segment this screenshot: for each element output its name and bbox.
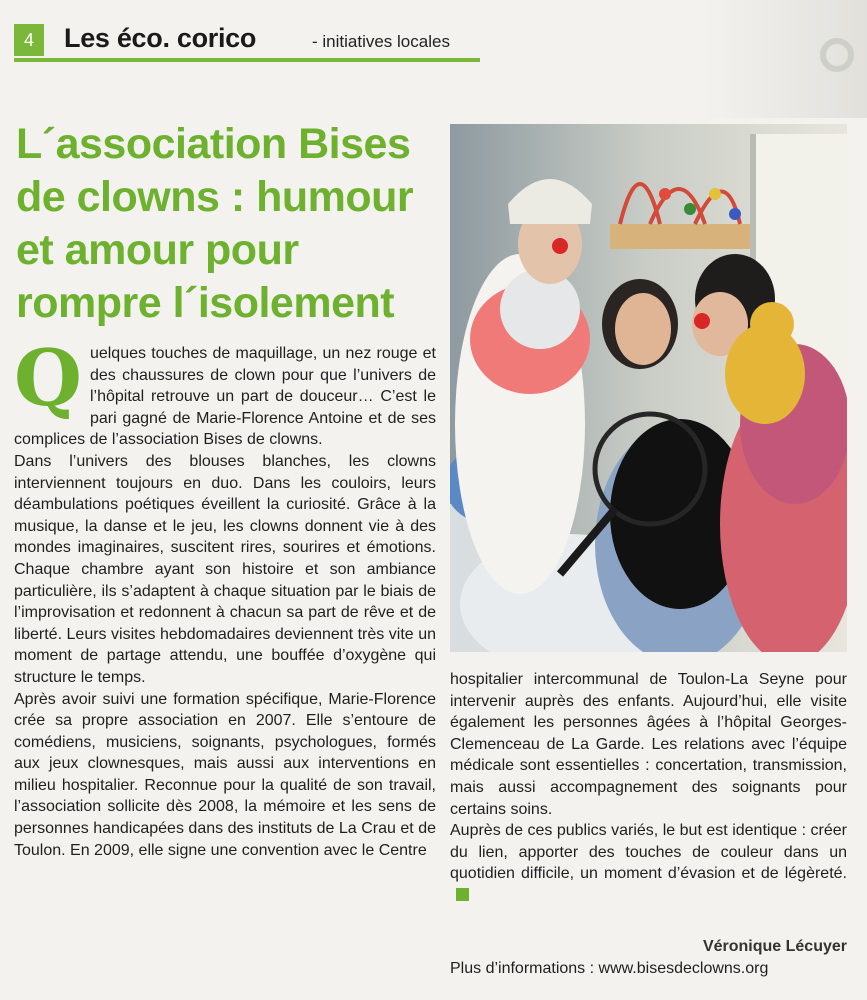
section-subtitle: - initiatives locales <box>312 32 450 51</box>
intro-text: uelques touches de maquillage, un nez rouge et des chaussures de clown pour que l’univers de l’hôpital retrouve un part de douceur… C’est le pari gagné de Marie-Florence Antoine et de ses complices de l’association Bises de clowns. <box>14 345 436 449</box>
body-paragraph: Dans l’univers des blouses blanches, les clowns interviennent toujours en duo. Dans les couloirs, leurs déambulations poétiques éveillent la curiosité. Grâce à la musique, la danse et le jeu, les clowns donnent vie à des mondes imaginaires, suscitent rires, sourires et émotions. Chaque chambre ayant son histoire et son ambiance particulière, ils s’adaptent à chaque situation par le biais de l’improvisation et redonnent à chacun sa part de rêve et de liberté. Leurs visites hebdomadaires deviennent très vite un moment de partage attendu, une bouffée d’oxygène qui structure le temps. <box>14 452 436 686</box>
more-info-line: Plus d’informations : www.bisesdeclowns.org <box>450 960 769 977</box>
intro-paragraph <box>14 333 436 451</box>
end-of-article-mark <box>456 888 469 901</box>
headline-line: L´association Bises <box>16 120 411 168</box>
drop-cap: Q <box>14 333 82 424</box>
article-headline <box>16 118 436 330</box>
facing-page-ring-mark <box>820 38 854 72</box>
article-column-left <box>14 333 436 861</box>
page-header <box>14 24 484 62</box>
body-paragraph: hospitalier intercommunal de Toulon-La Seyne pour intervenir auprès des enfants. Aujourd’hui, elle visite également les personnes âgées à l’hôpital Georges-Clemenceau de La Garde. Les relations avec l’équipe médicale sont essentielles : concertation, transmission, mais aussi accompagnement des soignants pour certains soins. <box>450 671 847 818</box>
clowns-photo-illustration <box>450 124 847 652</box>
section-title: Les éco. corico <box>64 23 257 53</box>
body-paragraph: Après avoir suivi une formation spécifique, Marie-Florence crée sa propre association en 2007. Elle s’entoure de comédiens, musiciens, soignants, psychologues, formés aux jeux clownesques, mais aussi aux interventions en milieu hospitalier. Reconnue pour la qualité de son travail, l’association sollicite dès 2008, la mémoire et les sens de personnes handicapées dans des instituts de La Crau et de Toulon. En 2009, elle signe une convention avec le Centre <box>14 690 436 859</box>
page-number: 4 <box>14 24 44 56</box>
headline-line: de clowns : humour <box>16 173 414 221</box>
article-column-right <box>450 669 847 907</box>
headline-line: et amour pour <box>16 226 299 274</box>
article-photo <box>450 124 847 652</box>
closing-text: Auprès de ces publics variés, le but est identique : créer du lien, apporter des touches de couleur dans un quotidien difficile, un moment d’évasion et de légèreté. <box>450 822 847 883</box>
author-byline: Véronique Lécuyer <box>702 938 847 955</box>
closing-paragraph <box>450 820 847 906</box>
headline-line: rompre l´isolement <box>16 279 395 327</box>
header-rule <box>14 58 480 62</box>
